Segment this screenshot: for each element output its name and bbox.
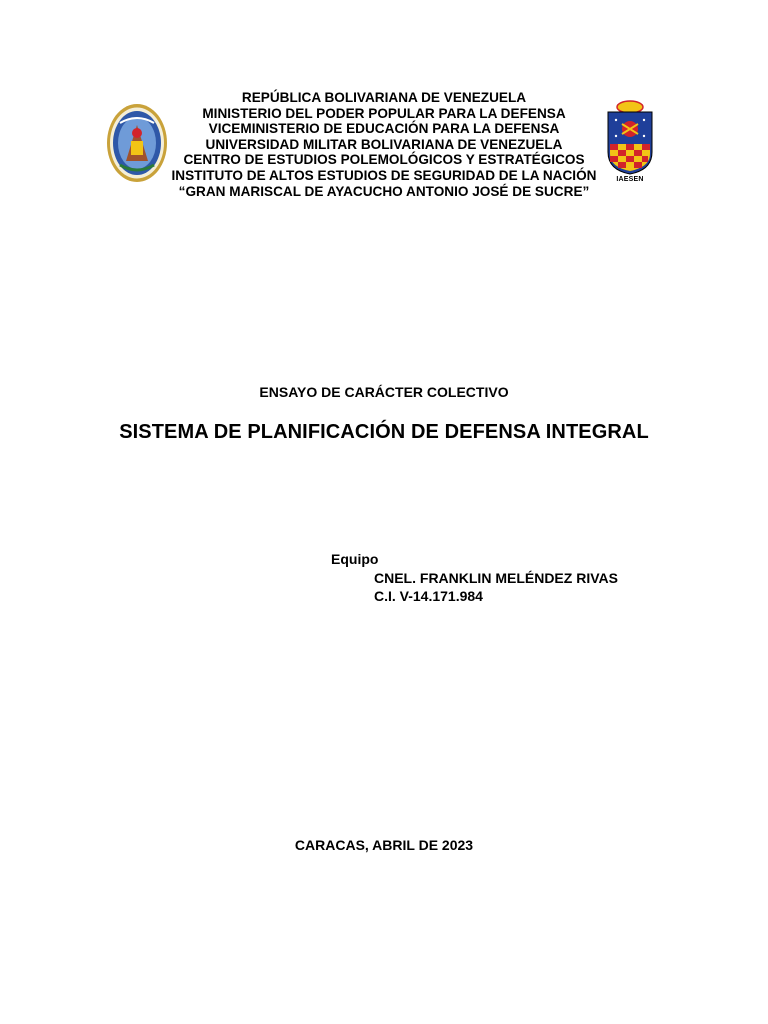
team-label: Equipo (331, 551, 379, 567)
header-line-center: CENTRO DE ESTUDIOS POLEMOLÓGICOS Y ESTRATÉGICOS (183, 152, 585, 168)
header-line-ministry: MINISTERIO DEL PODER POPULAR PARA LA DEFENSA (202, 105, 566, 121)
essay-type-heading: ENSAYO DE CARÁCTER COLECTIVO (259, 384, 509, 400)
place-and-date: CARACAS, ABRIL DE 2023 (294, 837, 474, 853)
team-member-id: C.I. V-14.171.984 (374, 588, 483, 604)
header-line-republic: REPÚBLICA BOLIVARIANA DE VENEZUELA (241, 90, 527, 105)
team-member-name: CNEL. FRANKLIN MELÉNDEZ RIVAS (374, 570, 618, 586)
iaesen-caption: IAESEN (616, 176, 644, 183)
header-line-viceministry: VICEMINISTERIO DE EDUCACIÓN PARA LA DEFENSA (208, 121, 560, 137)
shield-icon (604, 100, 656, 176)
header-line-university: UNIVERSIDAD MILITAR BOLIVARIANA DE VENEZUELA (205, 136, 563, 152)
iaesen-shield-logo (604, 100, 656, 190)
header-line-honorific: “GRAN MARISCAL DE AYACUCHO ANTONIO JOSÉ DE SUCRE” (178, 183, 590, 199)
document-title: SISTEMA DE PLANIFICACIÓN DE DEFENSA INTEGRAL (119, 421, 649, 443)
header-line-institute: INSTITUTO DE ALTOS ESTUDIOS DE SEGURIDAD DE LA NACIÓN (171, 167, 597, 183)
